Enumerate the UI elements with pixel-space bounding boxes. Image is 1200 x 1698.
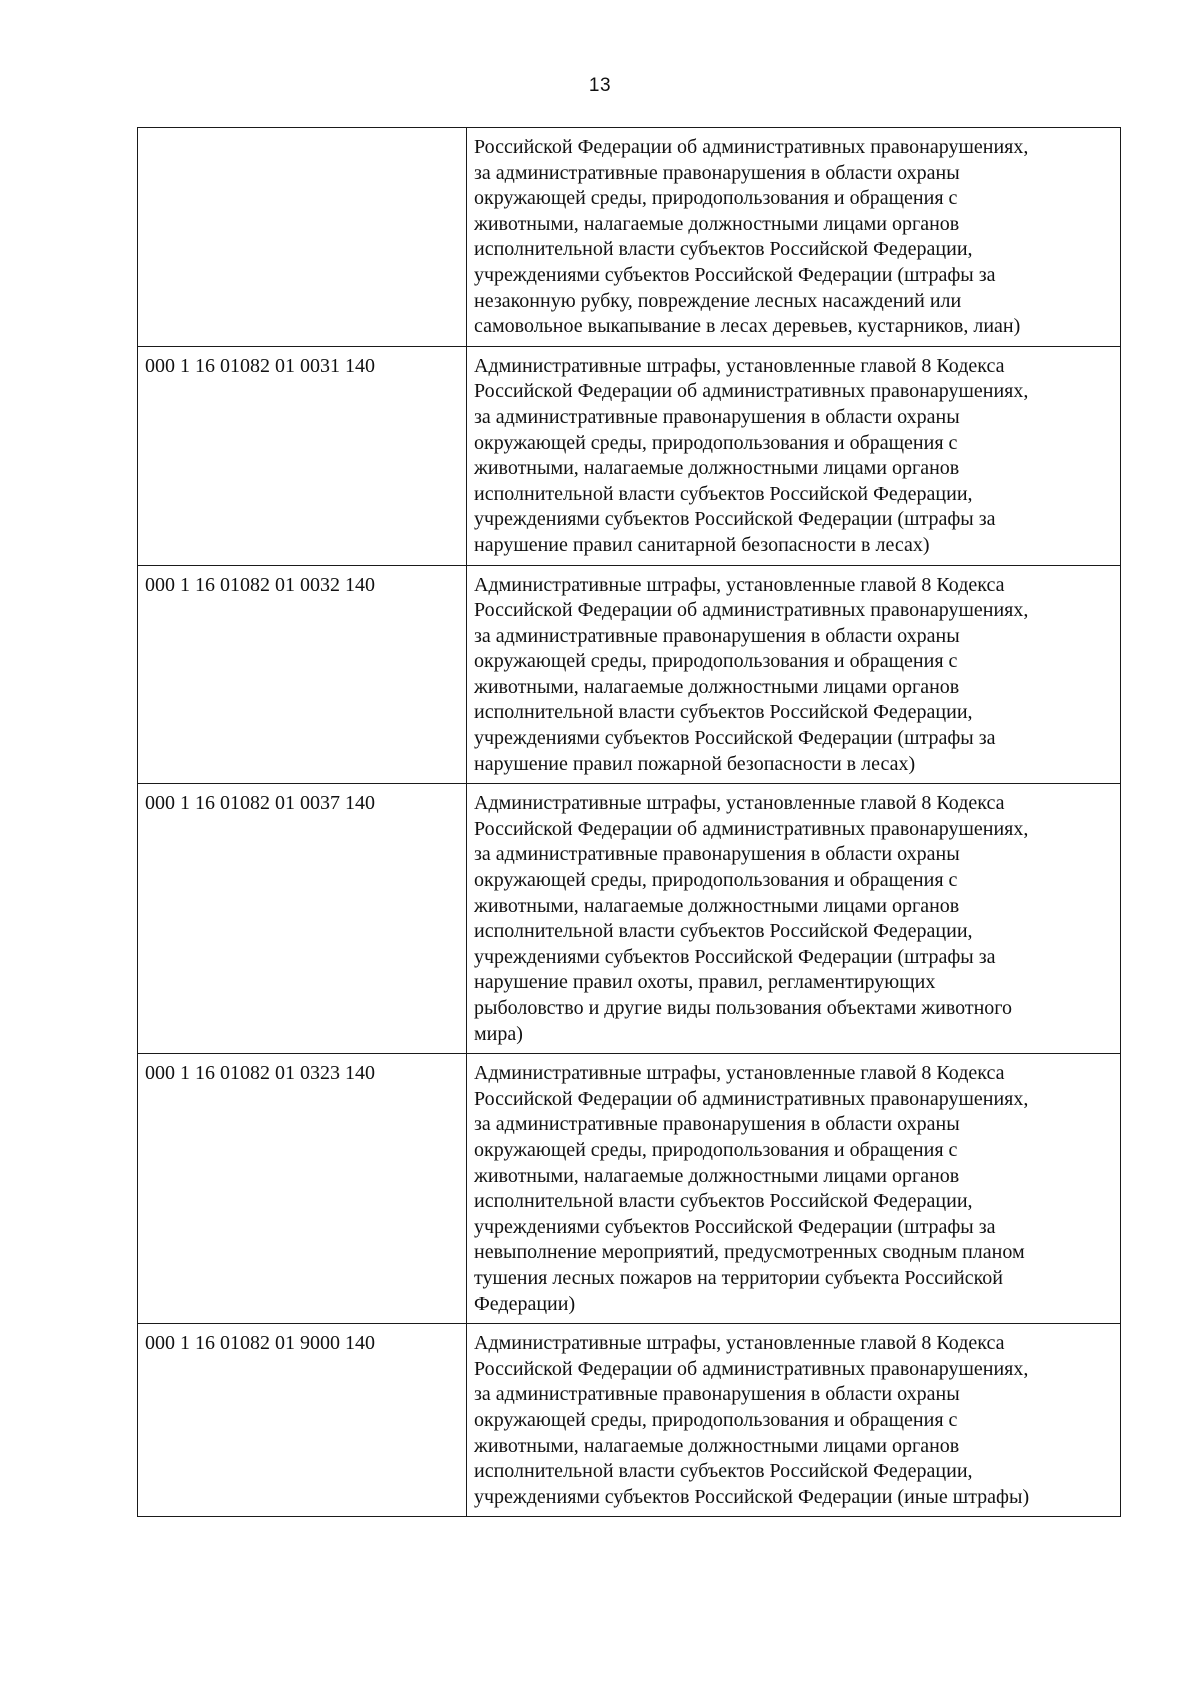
- description-line: Административные штрафы, установленные главой 8 Кодекса: [474, 573, 1005, 596]
- description-line: за административные правонарушения в области охраны: [474, 161, 960, 184]
- budget-code-cell: 000 1 16 01082 01 0031 140: [138, 346, 467, 565]
- budget-code-cell: [138, 128, 467, 347]
- description-line: учреждениями субъектов Российской Федерации (штрафы за: [474, 263, 996, 286]
- budget-code-cell: 000 1 16 01082 01 0032 140: [138, 565, 467, 784]
- description-line: мира): [474, 1022, 523, 1045]
- description-line: исполнительной власти субъектов Российской Федерации,: [474, 1460, 973, 1483]
- description-cell: [467, 1054, 1121, 1324]
- description-line: рыболовство и другие виды пользования объектами животного: [474, 997, 1013, 1019]
- description-line: нарушение правил пожарной безопасности в лесах): [474, 752, 916, 775]
- budget-code-cell: 000 1 16 01082 01 0037 140: [138, 784, 467, 1054]
- description-cell: [467, 1324, 1121, 1517]
- description-line: окружающей среды, природопользования и обращения с: [474, 650, 958, 673]
- description-line: за административные правонарушения в области охраны: [474, 405, 960, 428]
- description-line: самовольное выкапывание в лесах деревьев, кустарников, лиан): [474, 315, 1021, 338]
- description-line: за административные правонарушения в области охраны: [474, 1113, 960, 1136]
- description-line: учреждениями субъектов Российской Федерации (штрафы за: [474, 945, 996, 968]
- budget-code-cell: 000 1 16 01082 01 0323 140: [138, 1054, 467, 1324]
- table-row: [138, 565, 1121, 784]
- description-line: животными, налагаемые должностными лицами органов: [474, 457, 960, 480]
- budget-codes-table-body: [138, 128, 1121, 1517]
- description-line: Федерации): [474, 1292, 576, 1315]
- description-line: учреждениями субъектов Российской Федерации (штрафы за: [474, 727, 996, 750]
- table-row: [138, 128, 1121, 347]
- description-line: невыполнение мероприятий, предусмотренных сводным планом: [474, 1241, 1025, 1264]
- budget-code-cell: 000 1 16 01082 01 9000 140: [138, 1324, 467, 1517]
- description-line: животными, налагаемые должностными лицами органов: [474, 894, 960, 917]
- description-line: нарушение правил санитарной безопасности в лесах): [474, 533, 930, 556]
- page-number: 13: [588, 75, 612, 96]
- description-line: Российской Федерации об административных правонарушениях,: [474, 136, 1029, 158]
- description-line: Административные штрафы, установленные главой 8 Кодекса: [474, 354, 1005, 377]
- description-line: окружающей среды, природопользования и обращения с: [474, 869, 958, 892]
- table-row: [138, 346, 1121, 565]
- description-line: исполнительной власти субъектов Российской Федерации,: [474, 238, 973, 261]
- description-line: Российской Федерации об административных правонарушениях,: [474, 1357, 1029, 1380]
- description-line: животными, налагаемые должностными лицами органов: [474, 212, 960, 235]
- table-row: [138, 784, 1121, 1054]
- description-cell: [467, 784, 1121, 1054]
- description-line: Административные штрафы, установленные главой 8 Кодекса: [474, 792, 1005, 815]
- description-line: учреждениями субъектов Российской Федерации (штрафы за: [474, 1215, 996, 1238]
- description-cell: [467, 565, 1121, 784]
- description-line: учреждениями субъектов Российской Федерации (штрафы за: [474, 508, 996, 531]
- description-line: исполнительной власти субъектов Российской Федерации,: [474, 920, 973, 943]
- description-cell: [467, 128, 1121, 347]
- description-cell: [467, 346, 1121, 565]
- description-line: окружающей среды, природопользования и обращения с: [474, 431, 958, 454]
- description-line: за административные правонарушения в области охраны: [474, 1383, 960, 1406]
- description-line: исполнительной власти субъектов Российской Федерации,: [474, 1190, 973, 1213]
- description-line: Российской Федерации об административных правонарушениях,: [474, 599, 1029, 622]
- description-line: Административные штрафы, установленные главой 8 Кодекса: [474, 1332, 1005, 1355]
- description-line: Российской Федерации об административных правонарушениях,: [474, 380, 1029, 403]
- description-line: окружающей среды, природопользования и обращения с: [474, 1408, 958, 1431]
- table-row: [138, 1054, 1121, 1324]
- description-line: тушения лесных пожаров на территории субъекта Российской: [474, 1266, 1003, 1289]
- description-line: за административные правонарушения в области охраны: [474, 624, 960, 647]
- description-line: животными, налагаемые должностными лицами органов: [474, 1434, 960, 1457]
- description-line: окружающей среды, природопользования и обращения с: [474, 1138, 958, 1161]
- description-line: окружающей среды, природопользования и обращения с: [474, 187, 958, 210]
- description-line: животными, налагаемые должностными лицами органов: [474, 1164, 960, 1187]
- description-line: исполнительной власти субъектов Российской Федерации,: [474, 701, 973, 724]
- description-line: Административные штрафы, установленные главой 8 Кодекса: [474, 1062, 1005, 1085]
- description-line: исполнительной власти субъектов Российской Федерации,: [474, 482, 973, 505]
- description-line: Российской Федерации об административных правонарушениях,: [474, 817, 1029, 840]
- description-line: Российской Федерации об административных правонарушениях,: [474, 1087, 1029, 1110]
- description-line: учреждениями субъектов Российской Федерации (иные штрафы): [474, 1485, 1030, 1508]
- table-row: [138, 1324, 1121, 1517]
- description-line: нарушение правил охоты, правил, регламентирующих: [474, 971, 936, 994]
- description-line: за административные правонарушения в области охраны: [474, 843, 960, 866]
- description-line: незаконную рубку, повреждение лесных насаждений или: [474, 289, 962, 312]
- budget-codes-table: [137, 127, 1121, 1517]
- description-line: животными, налагаемые должностными лицами органов: [474, 675, 960, 698]
